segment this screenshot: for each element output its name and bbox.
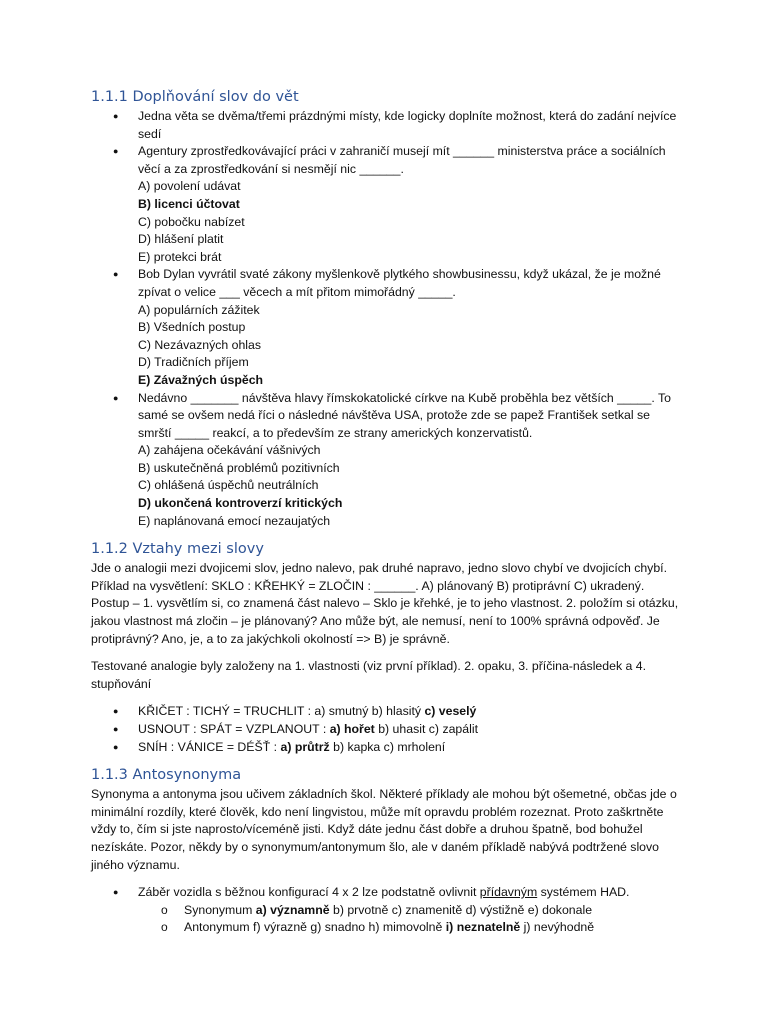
analogy-2-text: USNOUT : SPÁT = VZPLANOUT : [138,722,330,736]
paragraph-synonyms: Synonyma a antonyma jsou učivem základních škol. Některé příklady ale mohou být ošemetné, občas jde o minimální rozdíly, které člověk, kdo není lingvistou, může mít opravdu problém rozeznat. Proto zaškrtněte vždy to, čím si jste naprosto/víceméně jisti. Když dáte jednu část dobře a druhou špatně, bod bohužel nezískáte. Pozor, někdy by o synonymum/antonymum šlo, ale v daném příkladě nabývá podtržené slovo jiného významu. [91,787,677,872]
heading-vztahy: 1.1.2 Vztahy mezi slovy [91,541,264,558]
q1-option-b-correct: B) licenci účtovat [138,196,240,211]
q2-option-a: A) populárních zážitek [138,302,260,317]
q3-option-b: B) uskutečněná problémů pozitivních [138,460,340,475]
q1-option-e: E) protekci brát [138,249,222,264]
q3-option-c: C) ohlášená úspěchů neutrálních [138,478,319,493]
q2-option-b: B) Všedních postup [138,320,246,335]
q1-option-a: A) povolení udávat [138,179,241,194]
antonymum-options [138,919,681,937]
question-2 [91,266,681,389]
analogy-item-1 [91,703,681,721]
antonymum-answer: i) neznatelně [445,920,521,935]
question-1-text: ● Agentury zprostředkovávající práci v zahraničí musejí mít ______ ministerstva práce a sociálních věcí a za zprostředkování si nesmějí nic ______. [138,144,666,176]
analogy-3-rest: b) kapka c) mrholení [329,739,446,754]
analogy-item-3 [91,739,681,757]
list-synonyms [91,884,681,937]
analogy-3-answer: a) průtrž [280,739,330,754]
synonym-item [91,884,681,937]
synonymum-answer: a) významně [255,902,330,917]
antonymum-rest: j) nevýhodně [520,920,595,935]
synonym-sentence-end: systémem HAD. [537,885,630,900]
q2-option-e-correct: E) Závažných úspěch [138,372,264,387]
analogy-item-2 [91,721,681,739]
analogy-3-text: SNÍH : VÁNICE = DÉŠŤ : [138,739,281,754]
q3-option-d-correct: D) ukončená kontroverzí kritických [138,496,343,511]
question-2-text: ● Bob Dylan vyvrátil svaté zákony myšlenkově plytkého showbusinessu, když ukázal, že je možné zpívat o velice ___ věcech a mít přitom mimořádný _____. [138,267,661,299]
paragraph-analogy-explanation: Jde o analogii mezi dvojicemi slov, jedno nalevo, pak druhé napravo, jedno slovo chybí ve dvojicích chybí. Příklad na vysvětlení: SKLO : KŘEHKÝ = ZLOČIN : ______. A) plánovaný B) protiprávní C) ukradený. Postup – 1. vysvětlím si, co znamená část nalevo – Sklo je křehké, je to jeho vlastnost. 2. položím si otázku, jakou vlastnost má zločin – je plánovaný? Ano může být, ale nemusí, není to 100% správná odpověď. Je protiprávný? Ano, je, a to za jakýchkoli okolností => B) je správně. [91,561,679,646]
analogy-1-text: KŘIČET : TICHÝ = TRUCHLIT : a) smutný b) hlasitý [138,704,425,719]
q3-option-a: A) zahájena očekávání vášnivých [138,443,321,458]
question-3 [91,390,681,531]
list-item-intro: ● Jedna věta se dvěma/třemi prázdnými místy, kde logicky doplníte možnost, která do zadání nejvíce sedí [91,108,681,143]
analogy-1-answer: c) veselý [424,704,477,719]
sublist-options [138,902,681,937]
document-page [91,86,681,937]
analogy-2-rest: b) uhasit c) zapálit [374,722,478,736]
synonymum-options [138,902,681,920]
synonymum-rest: b) prvotně c) znamenitě d) výstižně e) dokonale [329,902,593,917]
q2-option-c: C) Nezávazných ohlas [138,337,262,352]
q1-option-d: D) hlášení platit [138,232,224,247]
question-3-text: ● Nedávno _______ návštěva hlavy římskokatolické církve na Kubě proběhla bez větších _____. To samé se ovšem nedá říci o následné návštěva USA, protože zde se papež František setkal se smrští _____ reakcí, a to především ze strany amerických konzervatistů. [138,390,671,440]
synonym-sentence [138,884,681,902]
synonym-sentence-start: Záběr vozidla s běžnou konfigurací 4 x 2 lze podstatně ovlivnit [138,885,480,900]
underlined-word: přídavným [479,885,538,900]
analogy-2-answer: a) hořet [329,722,375,736]
list-analogies [91,703,681,756]
antonymum-label: Antonymum f) výrazně g) snadno h) mimovolně [184,920,446,935]
heading-antosynonyma: 1.1.3 Antosynonyma [91,767,242,784]
q3-option-e: E) naplánovaná emocí nezaujatých [138,513,331,528]
list-section-1 [91,108,681,530]
synonymum-label: Synonymum [184,902,256,917]
paragraph-analogy-types: Testované analogie byly založeny na 1. vlastnosti (viz první příklad). 2. opaku, 3. příčina-následek a 4. stupňování [91,659,647,691]
q2-option-d: D) Tradičních příjem [138,355,249,370]
heading-doplnovani: 1.1.1 Doplňování slov do vět [91,89,299,105]
q1-option-c: C) pobočku nabízet [138,214,245,229]
question-1 [91,143,681,266]
